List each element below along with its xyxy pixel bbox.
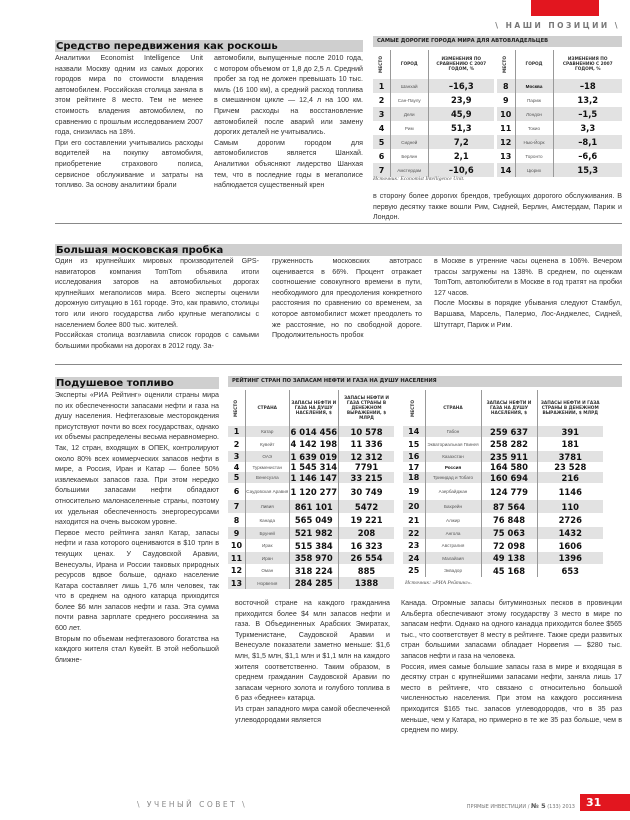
oil-table-right [403, 390, 603, 577]
table-row: 19 Азербайджан 124 779 1146 [403, 483, 603, 500]
paragraph: Канада. Огромные запасы битуминозных песков в провинции Альберта обеспечивают этому государству 3 место в мире по запасам нефти. Однако на одного канадца приходится более $565 тыс., что соответствует 8 месту в рейтинге. Также среди развитых стран большими запасами обладает Норвегия — $280 тыс. запасов нефти и газа на человека. [401, 599, 622, 660]
oil-table-source: Источник: «РИА Рейтинг». [405, 580, 472, 586]
table-row: 25 Эквадор 45 168 653 [403, 564, 603, 577]
table-row: 1 Катар 6 014 456 10 578 [228, 426, 394, 437]
table-row: 8 Москва –18 [497, 79, 622, 93]
col-header-place: МЕСТО [503, 56, 509, 73]
table-row: 10 Лондон –1,5 [497, 107, 622, 121]
col-header-total: ЗАПАСЫ НЕФТИ И ГАЗА СТРАНЫ В ДЕНЕЖНОМ ВЫРАЖЕНИИ, $ МЛРД [537, 390, 603, 426]
table-row: 8 Канада 565 049 19 221 [228, 513, 394, 527]
col-header-place: МЕСТО [233, 399, 239, 417]
col-header-place: МЕСТО [411, 399, 417, 417]
article2-title: Большая московская пробка [55, 244, 622, 256]
table-row: 7 Ливия 861 101 5472 [228, 500, 394, 513]
col-header-change: ИЗМЕНЕНИЯ ПО СРАВНЕНИЮ С 2007 ГОДОМ, % [428, 50, 494, 79]
table-row: 5 Сидней 7,2 [373, 135, 494, 149]
oil-table-left [228, 390, 394, 589]
table-row: 3 ОАЭ 1 639 019 12 312 [228, 451, 394, 462]
article1-col2 [214, 53, 363, 191]
paragraph: Один из крупнейших мировых производителей GPS-навигаторов компания TomTom объявила итоги исследования заторов на автомобильных дорогах крупнейших мегаполисов мира. Всего эксперты оценили дорожную ситуацию в 161 городе. Это, как правило, столицы того или иного государства либо крупные мегаполисы с населением более 800 тыс. жителей. [55, 257, 259, 329]
article2-col2 [272, 256, 422, 341]
col-header-place: МЕСТО [378, 56, 384, 73]
paragraph: груженность московских автотрасс оценивается в 66%. Процент отражает соотношение совокупного времени в пути, необходимого для преодоления конкретного расстояния по сравнению со временем, за которое автомобилист может преодолеть то же расстояние, но по свободной дороге. Продолжительность пробок [272, 257, 422, 340]
table-row: 20 Бахрейн 87 564 110 [403, 500, 603, 513]
cities-table-source: Источник: Economist Intelligence Unit. [373, 176, 465, 182]
issue-number: № 5 [531, 802, 546, 810]
paragraph: в сторону более дорогих брендов, требующих дорогого обслуживания. В первую десятку также вошли Рим, Сидней, Берлин, Амстердам, Париж и Лондон. [373, 192, 622, 222]
paragraph: в Москве в утренние часы оценена в 106%. Вечером трассы загружены на 138%. В среднем, по оценкам TomTom, автолюбители в Москве в год тратят на пробки 127 часов. [434, 257, 622, 297]
paragraph: автомобили, выпущенные после 2010 года, с мотором объемом от 1,8 до 2,5 л. Средний пробег за год не должен превышать 10 тыс. миль (16 100 км), а средний расход топлива в смешанном цикле — 12,4 л на 100 км. Причем расходы на восстановление автомобилей после аварий или замену дорогих деталей не учитывались. [214, 54, 363, 137]
table-row: 14 Габон 259 637 391 [403, 426, 603, 437]
table-row: 17 Россия 164 580 23 528 [403, 462, 603, 472]
table-row: 11 Иран 358 970 26 554 [228, 552, 394, 564]
table-row: 12 Нью-Йорк –8,1 [497, 135, 622, 149]
table-row: 9 Бруней 521 982 208 [228, 527, 394, 539]
col-header-per-capita: ЗАПАСЫ НЕФТИ И ГАЗА НА ДУШУ НАСЕЛЕНИЯ, $ [289, 390, 339, 426]
table-row: 7 Амстердам –10,6 [373, 163, 494, 177]
table-row: 6 Саудовская Аравия 1 120 277 30 749 [228, 483, 394, 500]
table-row: 13 Торонто –6,6 [497, 149, 622, 163]
table-row: 4 Рим 51,3 [373, 121, 494, 135]
table-row: 14 Цюрих 15,3 [497, 163, 622, 177]
paragraph: При его составлении учитывались расходы водителей на покупку автомобиля, приобретение страхового полиса, сервисное обслуживание и затраты на топливо. За основу аналитики брали [55, 138, 203, 190]
table-row: 24 Малайзия 49 138 1396 [403, 552, 603, 564]
paragraph: восточной стране на каждого гражданина приходится более $4 млн запасов нефти и газа. В Объединенных Арабских Эмиратах, Туркменистане, Саудовской Аравии и Венесуэле показатели заметно меньше: $1,6 млн, $1,5 млн, $1,1 млн и $1,1 млн на каждого жителя соответственно. Таким образом, в среднем гражданин Саудовской Аравии по запасам черного золота и голубого топлива в 6 раз «беднее» катарца. [235, 599, 390, 703]
paragraph: Первое место рейтинга занял Катар, запасы нефти и газа которого оцениваются в $10 трлн в текущих ценах. У Саудовской Аравии, Венесуэлы, Ирана и России таковых природных ресурсов вдвое больше, однако население Катара составляет лишь 1,76 млн человек, так что в среднем на одного катарца приходится более $6 млн запасов нефти и газа. Эта сумма почти равна зарплате среднего россиянина за 600 лет. [55, 528, 219, 633]
magazine-name: ПРЯМЫЕ ИНВЕСТИЦИИ / [466, 804, 530, 810]
col-header-per-capita: ЗАПАСЫ НЕФТИ И ГАЗА НА ДУШУ НАСЕЛЕНИЯ, $ [481, 390, 537, 426]
table-row: 13 Норвегия 284 285 1388 [228, 577, 394, 589]
table-row: 23 Австралия 72 098 1606 [403, 539, 603, 552]
header-red-block [531, 0, 599, 16]
paragraph: Россия, имея самые большие запасы газа в мире и входящая в десятку стран с крупнейшими запасами нефти, заняла лишь 17 место в рейтинге, что связано с относительно большой численностью населения. При этом на каждого россиянина приходится $165 тыс. запасов углеводородов, что в 35 раз меньше, чем у Катара, но примерно в те же 35 раз больше, чем в среднем по миру. [401, 662, 622, 735]
page-number: 31 [580, 794, 630, 811]
table-row: 11 Токио 3,3 [497, 121, 622, 135]
paragraph: Аналитики Economist Intelligence Unit назвали Москву одним из самых дорогих городов мира по стоимости владения автомобилем. Российская столица заняла в этом рейтинге 8 место. Тем не менее стоимость владения автомобилем, по сравнению с прошлым исследованием 2007 года, снизилась на 18%. [55, 54, 203, 137]
table-row: 12 Оман 318 224 885 [228, 564, 394, 577]
table-row: 18 Тринидад и Тобаго 160 694 216 [403, 472, 603, 483]
article3-col3 [401, 598, 622, 736]
paragraph: Эксперты «РИА Рейтинг» оценили страны мира по их обеспеченности запасами нефти и газа на душу населения. Нефтегазовые месторождения присутствуют почти во всех государствах, однако их объемы распределены весьма неравномерно. Так, 12 стран, входящих в ОПЕК, контролируют около 80% всех коммерческих запасов нефти в мире, а Россия, Иран и Катар — более 50% извлекаемых запасов газа. При этом нередко большими запасами нефти обладают относительно малонаселенные страны, поэтому их удельная обеспеченность энергоресурсами находится на очень высоком уровне. [55, 391, 219, 527]
issue-detail: (133) 2013 [547, 804, 575, 810]
col-header-country: СТРАНА [425, 390, 481, 426]
article1-col3 [373, 191, 622, 223]
table-row: 9 Париж 13,2 [497, 93, 622, 107]
paragraph: Из стран западного мира самой обеспеченной углеводородами является [235, 704, 390, 724]
cities-table-title: САМЫЕ ДОРОГИЕ ГОРОДА МИРА ДЛЯ АВТОВЛАДЕЛЬЦЕВ [373, 36, 622, 47]
table-row: 21 Алжир 76 848 2726 [403, 513, 603, 527]
table-row: 5 Венесуэла 1 146 147 33 215 [228, 472, 394, 483]
divider [55, 364, 622, 365]
section-tag: \ НАШИ ПОЗИЦИИ \ [495, 21, 620, 30]
table-row: 3 Дели 45,9 [373, 107, 494, 121]
table-row: 4 Туркменистан 1 545 314 7791 [228, 462, 394, 472]
paragraph: Самым дорогим городом для автомобилистов является Шанхай. Аналитики объясняют лидерство Шанхая тем, что в последние годы в мегаполисе наблюдается существенный крен [214, 138, 363, 190]
table-row: 2 Сан-Паулу 23,9 [373, 93, 494, 107]
table-row: 1 Шанхай –16,3 [373, 79, 494, 93]
article3-title: Подушевое топливо [55, 377, 219, 389]
cities-table-left [373, 50, 494, 177]
cities-table-right [497, 50, 622, 177]
col-header-city: ГОРОД [390, 50, 428, 79]
table-row: 2 Кувейт 4 142 198 11 336 [228, 437, 394, 451]
article2-col3 [434, 256, 622, 330]
table-row: 6 Берлин 2,1 [373, 149, 494, 163]
article2-col1 [55, 256, 259, 351]
table-row: 10 Ирак 515 384 16 323 [228, 539, 394, 552]
article1-col1 [55, 53, 203, 191]
paragraph: После Москвы в порядке убывания следуют Стамбул, Варшава, Марсель, Палермо, Лос-Анджелес, Сидней, Штутгарт, Париж и Рим. [434, 299, 622, 329]
col-header-country: СТРАНА [245, 390, 289, 426]
article1-title: Средство передвижения как роскошь [55, 40, 363, 52]
table-row: 22 Ангола 75 063 1432 [403, 527, 603, 539]
oil-table-title: РЕЙТИНГ СТРАН ПО ЗАПАСАМ НЕФТИ И ГАЗА НА ДУШУ НАСЕЛЕНИЯ [228, 376, 622, 387]
article3-col2 [235, 598, 390, 725]
paragraph: Вторым по объемам нефтегазового богатства на каждого жителя стал Кувейт. В этой небольшой ближне- [55, 634, 219, 664]
divider [55, 223, 622, 224]
paragraph: Российская столица возглавила список городов с самыми большими пробками на дорогах в 2012 году. За- [55, 331, 259, 350]
footer-section-tag: \ УЧЕНЫЙ СОВЕТ \ [137, 800, 248, 809]
col-header-change: ИЗМЕНЕНИЯ ПО СРАВНЕНИЮ С 2007 ГОДОМ, % [553, 50, 622, 79]
table-row: 15 Экваториальная Гвинея 258 282 181 [403, 437, 603, 451]
table-row: 16 Казахстан 235 911 3781 [403, 451, 603, 462]
col-header-city: ГОРОД [515, 50, 553, 79]
footer-magazine [467, 802, 575, 810]
col-header-total: ЗАПАСЫ НЕФТИ И ГАЗА СТРАНЫ В ДЕНЕЖНОМ ВЫРАЖЕНИИ, $ МЛРД [339, 390, 394, 426]
article3-col1 [55, 390, 219, 665]
